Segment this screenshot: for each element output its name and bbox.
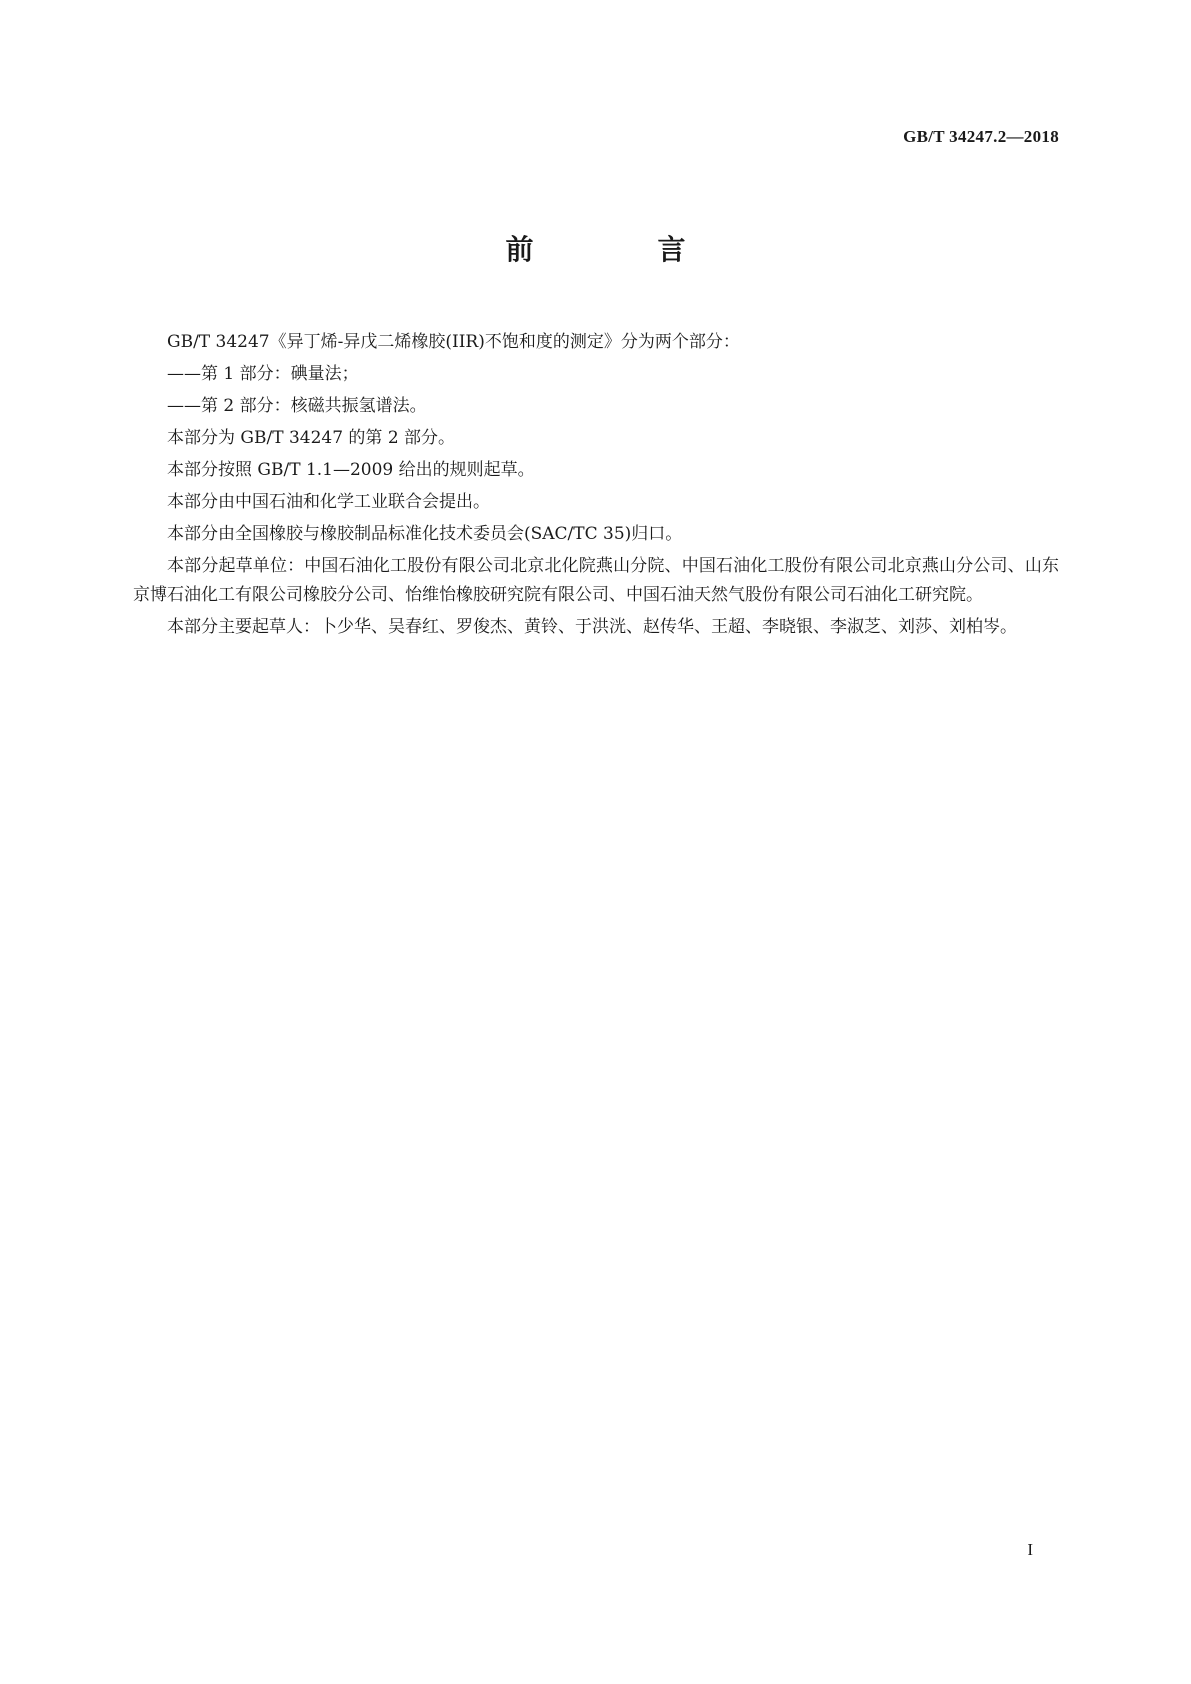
paragraph-intro: GB/T 34247《异丁烯-异戊二烯橡胶(IIR)不饱和度的测定》分为两个部分： [167, 332, 740, 352]
paragraph-technical-committee: 本部分由全国橡胶与橡胶制品标准化技术委员会(SAC/TC 35)归口。 [167, 524, 683, 544]
paragraph-drafting-units: 本部分起草单位：中国石油化工股份有限公司北京北化院燕山分院、中国石油化工股份有限公司北京燕山分公司、山东京博石油化工有限公司橡胶分公司、怡维怡橡胶研究院有限公司、中国石油天然气股份有限公司石油化工研究院。 [133, 556, 1059, 605]
page-title: 前 言 [505, 233, 734, 266]
paragraph-drafters: 本部分主要起草人：卜少华、吴春红、罗俊杰、黄铃、于洪洸、赵传华、王超、李晓银、李淑芝、刘莎、刘柏岑。 [167, 617, 1017, 637]
document-body [133, 328, 1059, 645]
paragraph-proposer: 本部分由中国石油和化学工业联合会提出。 [167, 492, 490, 512]
paragraph-part-statement: 本部分为 GB/T 34247 的第 2 部分。 [167, 428, 456, 448]
paragraph-drafting-rules: 本部分按照 GB/T 1.1—2009 给出的规则起草。 [167, 460, 535, 480]
page-number: I [1027, 1540, 1033, 1559]
standard-number: GB/T 34247.2—2018 [903, 127, 1059, 146]
list-item-part-2: ——第 2 部分：核磁共振氢谱法。 [167, 396, 427, 416]
list-item-part-1: ——第 1 部分：碘量法； [167, 364, 359, 384]
